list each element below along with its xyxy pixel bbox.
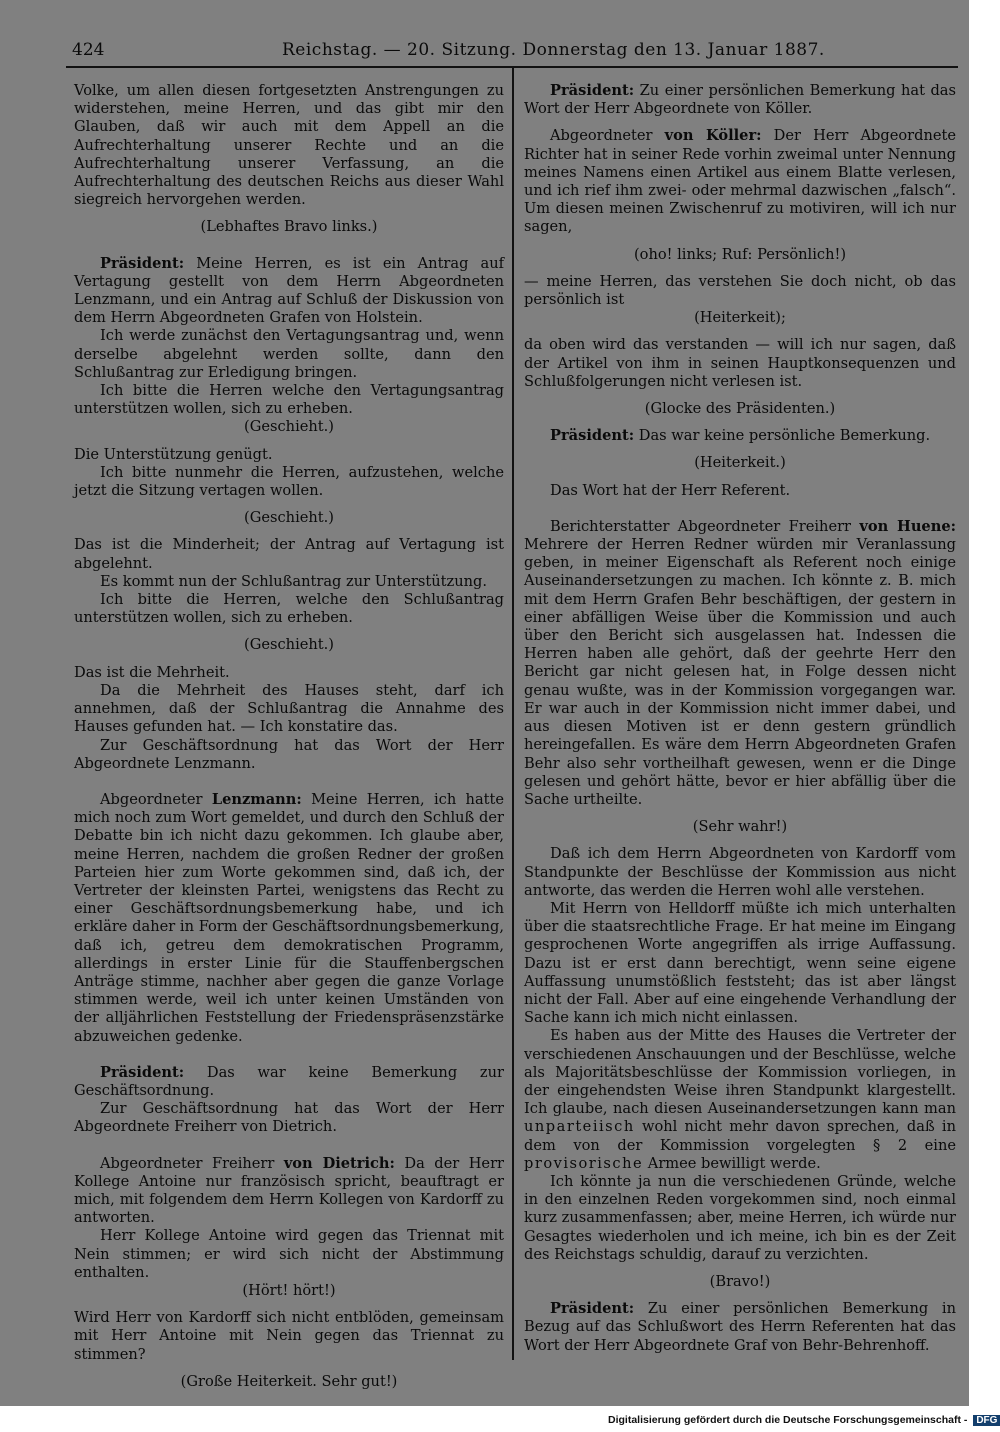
interjection: (Hört! hört!): [242, 1281, 336, 1299]
speech-text: Zu einer persönlichen Bemerkung hat das Wort der Herr Abgeordnete von Köller.: [524, 82, 956, 118]
speaker-name: Lenzmann:: [211, 790, 302, 808]
speaker-title: Berichterstatter Abgeordneter Freiherr: [550, 517, 852, 535]
paragraph: Volke, um allen diesen fortgesetzten Anstrengungen zu widerstehen, meine Herren, und das gibt mir den Glauben, daß wir auch mit dem Appell an die Aufrechterhaltung unserer Rechte und an die Aufrechterhaltung unserer Verfassung, an die Aufrechterhaltung des deutschen Reichs aus dieser Wahl siegreich hervorgehen werden.: [74, 82, 504, 209]
speaker-name: von Huene:: [859, 517, 956, 535]
interjection: (Geschieht.): [244, 509, 334, 527]
paragraph-text: wohl nicht mehr davon sprechen, daß in dem von der Kommission vorgelegten § 2 eine: [524, 1118, 957, 1154]
page-header: [66, 40, 956, 64]
speech-text: Mehrere der Herren Redner würden mir Veranlassung geben, in meiner Eigenschaft als Referent noch einige Auseinandersetzungen zu machen. Ich könnte z. B. mich mit dem Herrn Grafen Behr beschäftigen, der gestern in einer abfälligen Weise über die Kommission und auch über den Bericht sich ausgelassen hat. Indessen die Herren haben alle gehört, daß der geehrte Herr den Bericht gar nicht gelesen hat, in Folge dessen nicht genau wußte, was in der Kommission vorgegangen war. Er war auch in der Kommission nicht immer dabei, und aus diesen Motiven ist er denn gestern gründlich hereingefallen. Es wäre dem Herrn Abgeordneten Grafen Behr also sehr vortheilhaft gewesen, wenn er die Dinge gelesen und gehört hätte, bevor er hier abfällig über die Sache urtheilte.: [524, 536, 956, 808]
paragraph: Ich könnte ja nun die verschiedenen Gründe, welche in den einzelnen Reden vorgekommen sind, noch einmal kurz zusammenfassen; aber, meine Herren, ich würde nur Gesagtes wiederholen und ich meine, ich bin es der Zeit des Reichstags schuldig, darauf zu verzichten.: [524, 1172, 956, 1263]
interjection: (Heiterkeit);: [694, 309, 786, 327]
speech-text: Meine Herren, es ist ein Antrag auf Vertagung gestellt von dem Herrn Abgeordneten Lenzmann, und ein Antrag auf Schluß der Diskussion von dem Herrn Abgeordneten Grafen von Holstein.: [74, 254, 505, 327]
paragraph: Das Wort hat der Herr Referent.: [550, 481, 791, 499]
interjection: (Geschieht.): [244, 418, 334, 436]
paragraph: Ich bitte die Herren, welche den Schlußantrag unterstützen wollen, sich zu erheben.: [74, 591, 504, 627]
speech-paragraph: [524, 518, 956, 809]
paragraph: Herr Kollege Antoine wird gegen das Triennat mit Nein stimmen; er wird sich nicht der Abstimmung enthalten.: [74, 1227, 504, 1281]
speaker-name: von Köller:: [664, 127, 762, 145]
dfg-logo: DFG: [973, 1415, 1000, 1426]
speech-text: Das war keine Bemerkung zur Geschäftsordnung.: [74, 1063, 504, 1099]
speaker-name: Präsident:: [550, 427, 635, 445]
speech-text: Meine Herren, ich hatte mich noch zum Wort gemeldet, und durch den Schluß der Debatte bin ich nicht dazu gekommen. Ich glaube aber, meine Herren, nachdem die großen Redner der großen Parteien hier zum Worte gekommen sind, daß ich, der Vertreter der kleinsten Partei, wenigstens das Recht zu einer Geschäftsordnungsbemerkung habe, und ich erkläre daher in Form der Geschäftsordnungsbemerkung, daß ich, getreu dem demokratischen Programm, allerdings in erster Linie für die Stauffenbergschen Anträge stimme, nachher aber gegen die ganze Vorlage stimmen werde, weil ich unter keinen Umständen von der alljährlichen Feststellung der Friedenspräsenzstärke abzuweichen gedenke.: [74, 790, 505, 1045]
speaker-name: Präsident:: [100, 254, 185, 272]
paragraph: Ich bitte nunmehr die Herren, aufzustehen, welche jetzt die Sitzung vertagen wollen.: [74, 463, 504, 500]
spaced-emphasis: provisorische: [524, 1154, 644, 1172]
interjection: (Heiterkeit.): [694, 454, 786, 472]
paragraph: Die Unterstützung genügt.: [74, 445, 273, 463]
interjection: (Bravo!): [709, 1272, 771, 1290]
speaker-name: von Dietrich:: [283, 1154, 395, 1172]
paragraph: Daß ich dem Herrn Abgeordneten von Kardorff vom Standpunkte der Beschlüsse der Kommission aus nicht antworte, das werden die Herren wohl alle verstehen.: [524, 845, 956, 899]
paragraph: — meine Herren, das verstehen Sie doch nicht, ob das persönlich ist: [524, 272, 956, 309]
credit-text: Digitalisierung gefördert durch die Deutsche Forschungsgemeinschaft -: [608, 1414, 968, 1426]
paragraph: Wird Herr von Kardorff sich nicht entblöden, gemeinsam mit Herr Antoine mit Nein gegen das Triennat zu stimmen?: [74, 1309, 504, 1363]
speaker-title: Abgeordneter Freiherr: [100, 1154, 275, 1172]
speech-paragraph: [524, 82, 956, 118]
speech-paragraph: [524, 1300, 956, 1355]
page-number: 424: [72, 40, 105, 60]
column-divider: [512, 68, 514, 1360]
paragraph: Ich werde zunächst den Vertagungsantrag und, wenn derselbe abgelehnt werden sollte, dann den Schlußantrag zur Erledigung bringen.: [74, 327, 504, 381]
paragraph: Ich bitte die Herren welche den Vertagungsantrag unterstützen wollen, sich zu erheben.: [74, 382, 504, 418]
paragraph: Das ist die Mehrheit.: [74, 663, 230, 681]
speech-text: Da der Herr Kollege Antoine nur französisch spricht, beauftragt er mich, mit folgendem dem Herrn Kollegen von Kardorff zu antworten.: [74, 1154, 505, 1227]
speech-paragraph: [74, 1064, 504, 1100]
paragraph-text: Armee bewilligt werde.: [647, 1154, 821, 1172]
speech-paragraph: [74, 255, 504, 328]
speaker-title: Abgeordneter: [100, 790, 203, 808]
interjection: (Geschieht.): [244, 636, 334, 654]
speech-text: Das war keine persönliche Bemerkung.: [638, 427, 931, 445]
interjection: (Große Heiterkeit. Sehr gut!): [180, 1372, 398, 1390]
interjection: (Sehr wahr!): [692, 818, 788, 836]
paragraph: Zur Geschäftsordnung hat das Wort der Herr Abgeordnete Freiherr von Dietrich.: [74, 1100, 504, 1136]
speaker-name: Präsident:: [100, 1063, 185, 1081]
digitization-credit: [608, 1414, 1000, 1426]
paragraph: Mit Herrn von Helldorff müßte ich mich unterhalten über die staatsrechtliche Frage. Er hat meine im Eingang gesprochenen Worte angegriffen als irrige Auffassung. Dazu ist er erst dann berechtigt, wenn seine eigene Auffassung unumstößlich feststeht; das ist aber längst nicht der Fall. Aber auf eine eingehende Verhandlung der Sache kann ich mich nicht einlassen.: [524, 899, 956, 1027]
speech-paragraph: [524, 427, 956, 445]
spaced-emphasis: unparteiisch: [524, 1118, 635, 1136]
right-column: [524, 82, 956, 1355]
speech-text: Zu einer persönlichen Bemerkung in Bezug auf das Schlußwort des Herrn Referenten hat das Wort der Herr Abgeordnete Graf von Behr-Behrenhoff.: [524, 1300, 956, 1354]
interjection: (oho! links; Ruf: Persönlich!): [633, 245, 847, 263]
speech-paragraph: [524, 127, 956, 236]
speaker-name: Präsident:: [550, 82, 635, 99]
speech-paragraph: [74, 791, 504, 1046]
paragraph-text: Es haben aus der Mitte des Hauses die Vertreter der verschiedenen Anschauungen und der Beschlüsse, welche als Majoritätsbeschlüsse der Kommission vorliegen, in der eingehendsten Weise ihren Standpunkt klargestellt. Ich glaube, nach diesen Auseinandersetzungen kann man: [524, 1027, 956, 1118]
interjection: (Glocke des Präsidenten.): [644, 400, 836, 418]
speech-paragraph: [74, 1155, 504, 1228]
running-title: Reichstag. — 20. Sitzung. Donnerstag den 13. Januar 1887.: [282, 40, 825, 60]
paragraph: Zur Geschäftsordnung hat das Wort der Herr Abgeordnete Lenzmann.: [74, 736, 504, 772]
speech-text: Der Herr Abgeordnete Richter hat in seiner Rede vorhin zweimal unter Nennung meines Namens einen Artikel aus einem Blatte verlesen, und ich rief ihm zwei- oder mehrmal dazwischen „falsch“. Um diesen meinen Zwischenruf zu motiviren, will ich nur sagen,: [524, 127, 957, 236]
paragraph: Da die Mehrheit des Hauses steht, darf ich annehmen, daß der Schlußantrag die Annahme des Hauses gefunden hat. — Ich konstatire das.: [74, 681, 504, 736]
left-column: [74, 82, 504, 1391]
paragraph: da oben wird das verstanden — will ich nur sagen, daß der Artikel von ihm in seinen Hauptkonsequenzen und Schlußfolgerungen nicht verlesen ist.: [524, 336, 956, 390]
speaker-name: Präsident:: [550, 1300, 635, 1318]
interjection: (Lebhaftes Bravo links.): [200, 218, 378, 236]
paragraph: Das ist die Minderheit; der Antrag auf Vertagung ist abgelehnt.: [74, 536, 504, 572]
paragraph: Es kommt nun der Schlußantrag zur Unterstützung.: [100, 572, 487, 590]
speaker-title: Abgeordneter: [550, 127, 653, 145]
paragraph: [524, 1027, 956, 1173]
